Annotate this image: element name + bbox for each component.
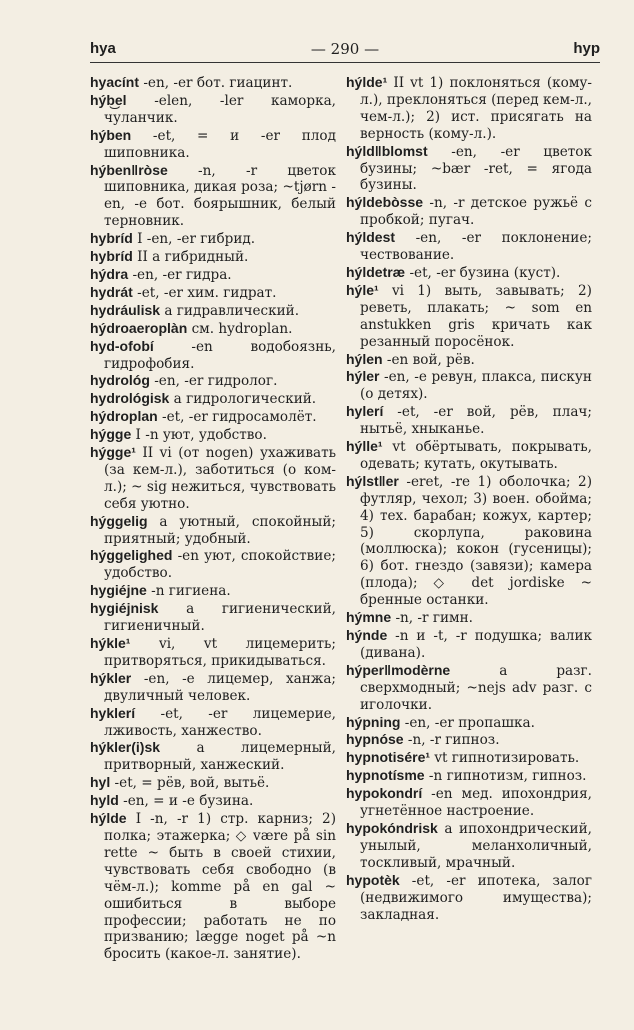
dictionary-entry	[90, 810, 336, 963]
entry-definition: a уютный, спокойный; приятный; удобный.	[104, 513, 336, 547]
dictionary-entry	[90, 513, 336, 548]
entry-headword: hýldest	[346, 229, 396, 246]
entry-headword: hýggelighed	[90, 547, 173, 564]
header-right-guideword: hyp	[573, 40, 600, 57]
entry-definition: vt гипнотизировать.	[430, 750, 580, 767]
dictionary-entry	[346, 438, 592, 473]
entry-definition: II vi (от nogen) ухаживать (за кем-л.), заботиться (о ком-л.); ~ sig нежиться, чувствовать себя уютно.	[104, 445, 336, 512]
entry-headword: hýldetræ	[346, 263, 406, 280]
entry-definition: I -en, -er гибрид.	[132, 231, 256, 248]
dictionary-entry	[90, 426, 336, 444]
entry-definition: -en, -e лицемер, ханжа; двуличный человек.	[104, 670, 336, 704]
entry-headword: hyd-ofobí	[90, 337, 154, 354]
entry-headword: hýdra	[90, 265, 129, 282]
entry-headword: hýlle¹	[346, 438, 383, 455]
entry-headword: hyld	[90, 792, 119, 809]
entry-headword: hybríd	[90, 230, 133, 247]
entry-headword: hypnotisére¹	[346, 749, 431, 766]
entry-definition: -en, -er гидра.	[128, 266, 232, 283]
dictionary-entry	[90, 266, 336, 284]
entry-headword: hýld‖blomst	[346, 142, 428, 159]
entry-definition: II vt 1) поклоняться (кому-л.), преклоняться (перед кем-л., чем-л.); 2) ист. присягать на верность (кому-л.).	[360, 75, 592, 142]
entry-headword: hydráulisk	[90, 301, 161, 318]
entry-headword: hýle¹	[346, 281, 379, 298]
entry-definition: vi 1) выть, завывать; 2) реветь, плакать; ~ som en anstukken gris кричать как резанный поросёнок.	[360, 282, 592, 350]
entry-headword: hypokondrí	[346, 785, 423, 802]
entry-definition: -eret, -re 1) оболочка; 2) футляр, чехол; 3) воен. обойма; 4) тех. барабан; кожух, картер; 5) скорлупа, раковина (моллюска); кокон (гусеницы); 6) бот. гнездо (завязи); камера (плода); ◇ det jordiske ~ бренные останки.	[360, 473, 592, 609]
entry-headword: hybríd	[90, 248, 133, 265]
dictionary-entry	[90, 302, 336, 320]
entry-headword: hyklerí	[90, 704, 136, 721]
dictionary-entry	[346, 714, 592, 732]
dictionary-entry	[90, 774, 336, 792]
entry-headword: hýldebòsse	[346, 194, 424, 211]
entry-definition: vi, vt лицемерить; притворяться, прикидываться.	[104, 636, 336, 669]
entry-headword: hygiéjne	[90, 582, 147, 599]
dictionary-entry	[346, 264, 592, 282]
dictionary-entry	[346, 662, 592, 714]
dictionary-entry	[90, 162, 336, 231]
page-number: — 290 —	[310, 40, 380, 58]
dictionary-entry	[90, 230, 336, 248]
dictionary-entry	[90, 408, 336, 426]
entry-definition: a ипохондрический, унылый, меланхоличный, тоскливый, мрачный.	[360, 820, 592, 871]
dictionary-entry	[346, 731, 592, 749]
left-column	[90, 74, 336, 1014]
entry-definition: см. hydroplan.	[187, 320, 293, 337]
entry-definition: -en, -e ревун, плакса, пискун (о детях).	[360, 369, 592, 403]
entry-headword: hýben	[90, 126, 132, 143]
entry-definition: -n, -r гимн.	[391, 610, 473, 627]
dictionary-entry	[90, 600, 336, 635]
entry-definition: a разг. сверхмодный; ~nejs adv разг. с иголочки.	[360, 662, 592, 713]
dictionary-entry	[90, 338, 336, 373]
entry-definition: -en, -er пропашка.	[400, 714, 535, 731]
header-rule	[90, 62, 600, 63]
dictionary-entry	[346, 767, 592, 785]
dictionary-entry	[346, 229, 592, 264]
dictionary-entry	[90, 670, 336, 705]
entry-definition: -et, = и -er плод шиповника.	[104, 127, 336, 161]
entry-headword: hýgge	[90, 426, 132, 443]
entry-headword: hýper‖modèrne	[346, 661, 451, 678]
entry-headword: hýkler(i)sk	[90, 739, 161, 756]
entry-definition: -n, -r детское ружьё с пробкой; пугач.	[360, 195, 592, 229]
entry-headword: hypokóndrisk	[346, 819, 438, 836]
entry-definition: -n гигиена.	[146, 583, 231, 600]
entry-headword: hýggelig	[90, 512, 148, 529]
entry-headword: hýkler	[90, 669, 132, 686]
entry-definition: -et, = рёв, вой, вытьё.	[110, 775, 270, 792]
entry-headword: hýdroaeroplàn	[90, 319, 188, 336]
entry-definition: -et, -er ипотека, залог (недвижимого имущества); закладная.	[360, 872, 592, 923]
dictionary-entry	[346, 627, 592, 662]
dictionary-entry	[346, 74, 592, 143]
dictionary-entry	[90, 248, 336, 266]
entry-headword: hyl	[90, 774, 111, 791]
entry-headword: hydrát	[90, 283, 133, 300]
dictionary-entry	[346, 609, 592, 627]
entry-headword: hýler	[346, 368, 380, 385]
entry-headword: hylerí	[346, 403, 384, 420]
entry-definition: -en, -er цветок бузины; ~bær -ret, = ягода бузины.	[360, 143, 592, 194]
entry-headword: hyacínt	[90, 74, 140, 90]
dictionary-entry	[90, 284, 336, 302]
dictionary-entry	[90, 320, 336, 338]
header-left-guideword: hya	[90, 40, 116, 57]
entry-headword: hýnde	[346, 627, 388, 643]
dictionary-entry	[346, 749, 592, 767]
entry-definition: -en, -er бот. гиацинт.	[139, 75, 293, 91]
entry-definition: -en вой, рёв.	[382, 351, 475, 368]
entry-definition: a гигиенический, гигиеничный.	[104, 601, 336, 635]
dictionary-entry	[90, 739, 336, 774]
entry-definition: II a гибридный.	[132, 249, 249, 266]
entry-definition: -elen, -ler каморка, чуланчик.	[104, 92, 336, 126]
entry-definition: -et, -er бузина (куст).	[405, 264, 561, 281]
entry-headword: hýb͜el	[90, 91, 127, 108]
entry-definition: -en уют, спокойствие; удобство.	[104, 548, 336, 582]
entry-headword: hydrológisk	[90, 390, 170, 407]
entry-definition: a лицемерный, притворный, ханжеский.	[104, 740, 336, 774]
dictionary-entry	[90, 74, 336, 92]
dictionary-entry	[346, 194, 592, 229]
entry-headword: hýlde¹	[346, 74, 388, 90]
dictionary-entry	[346, 785, 592, 820]
entry-definition: I -n, -r 1) стр. карниз; 2) полка; этажерка; ◇ være på sin rette ~ быть в своей стихии, чувствовать себя свободно (в чём-л.); komme på en gal ~ ошибиться в выборе профессии; работать не по призванию; lægge noget på ~n бросить (какое-л. занятие).	[104, 811, 336, 963]
entry-definition: -et, -er лицемерие, лживость, ханжество.	[104, 705, 336, 739]
entry-headword: hýmne	[346, 609, 392, 626]
page-header	[90, 40, 600, 60]
entry-headword: hýpning	[346, 713, 401, 730]
dictionary-entry	[90, 582, 336, 600]
entry-definition: -et, -er хим. гидрат.	[132, 284, 277, 301]
dictionary-entry	[90, 547, 336, 582]
entry-definition: -n, -r гипноз.	[403, 732, 500, 749]
entry-definition: -n и -t, -r подушка; валик (дивана).	[360, 628, 592, 661]
entry-headword: hýlst‖er	[346, 472, 399, 489]
entry-headword: hýkle¹	[90, 635, 131, 651]
dictionary-entry	[90, 127, 336, 162]
entry-definition: -n, -r цветок шиповника, дикая роза; ~tjørn -en, -e бот. боярышник, белый терновник.	[104, 162, 336, 230]
dictionary-entry	[346, 282, 592, 351]
entry-definition: vt обёртывать, покрывать, одевать; кутать, окутывать.	[360, 439, 592, 472]
dictionary-entry	[346, 351, 592, 369]
entry-definition: -en мед. ипохондрия, угнетённое настроение.	[360, 786, 592, 820]
entry-definition: -en, -er поклонение; чествование.	[360, 230, 592, 264]
dictionary-entry	[346, 872, 592, 924]
entry-headword: hýgge¹	[90, 444, 136, 461]
entry-definition: a гидрологический.	[169, 391, 317, 408]
entry-headword: hypotèk	[346, 871, 400, 888]
entry-definition: -et, -er вой, рёв, плач; нытьё, хныканье.	[360, 404, 592, 438]
dictionary-entry	[90, 635, 336, 670]
entry-definition: -en водобоязнь, гидрофобия.	[104, 338, 336, 372]
entry-headword: hýdroplan	[90, 408, 158, 425]
entry-headword: hygiéjnisk	[90, 600, 159, 617]
entry-headword: hýben‖ròse	[90, 161, 168, 178]
right-column	[346, 74, 592, 1014]
dictionary-entry	[90, 372, 336, 390]
dictionary-entry	[90, 705, 336, 740]
entry-definition: a гидравлический.	[160, 302, 300, 319]
entry-definition: -n гипнотизм, гипноз.	[424, 768, 587, 785]
dictionary-entry	[346, 403, 592, 438]
entry-definition: -en, -er гидролог.	[149, 373, 278, 390]
entry-headword: hydrológ	[90, 372, 150, 389]
dictionary-entry	[90, 444, 336, 513]
dictionary-entry	[346, 473, 592, 609]
dictionary-entry	[346, 820, 592, 872]
entry-headword: hýlde	[90, 810, 127, 827]
dictionary-entry	[90, 792, 336, 810]
dictionary-entry	[90, 390, 336, 408]
dictionary-entry	[346, 368, 592, 403]
entry-headword: hýlen	[346, 350, 383, 367]
entry-headword: hypnotísme	[346, 767, 425, 784]
dictionary-entry	[346, 143, 592, 195]
dictionary-entry	[90, 92, 336, 127]
entry-definition: -en, = и -e бузина.	[118, 793, 254, 810]
entry-definition: -et, -er гидросамолёт.	[157, 409, 317, 426]
entry-definition: I -n уют, удобство.	[131, 427, 267, 444]
entry-headword: hypnóse	[346, 731, 404, 748]
